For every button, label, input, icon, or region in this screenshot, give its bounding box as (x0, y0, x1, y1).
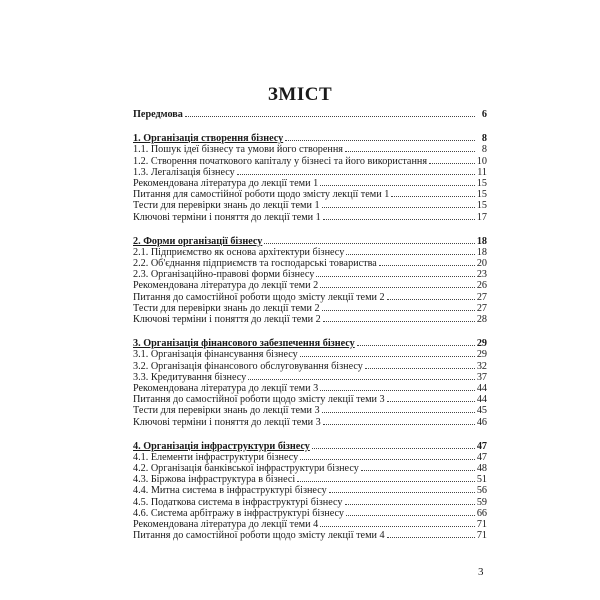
toc-entry-row (133, 484, 487, 495)
dot-leader (357, 337, 475, 346)
dot-leader (346, 246, 475, 255)
dot-leader (346, 507, 475, 516)
section-gap (133, 119, 487, 132)
dot-leader (300, 451, 475, 460)
toc-entry-label: 4. Організація інфраструктури бізнесу (133, 440, 310, 452)
toc-entry-label: Питання до самостійної роботи щодо змісту лекції теми 3 (133, 394, 385, 406)
toc-entry-row (133, 382, 487, 393)
toc-entry-label: 3. Організація фінансового забезпечення бізнесу (133, 338, 355, 350)
dot-leader (312, 440, 475, 449)
toc-entry-page: 23 (476, 269, 487, 281)
toc-entry-page: 66 (476, 507, 487, 519)
dot-leader (322, 404, 475, 413)
dot-leader (320, 518, 475, 527)
toc-entry-page: 17 (476, 211, 487, 223)
toc-heading-row (133, 337, 487, 348)
toc-entry-label: Тести для перевірки знань до лекції теми 1 (133, 200, 320, 212)
toc-entry-row (133, 143, 487, 154)
toc-entry-row (133, 268, 487, 279)
toc-entry-label: 1.2. Створення початкового капіталу у бізнесі та його використання (133, 155, 428, 167)
toc-entry-row (133, 462, 487, 473)
toc-entry-row (133, 291, 487, 302)
toc-entry-row (133, 302, 487, 313)
toc-entry-label: Рекомендована література до лекції теми 4 (133, 519, 319, 530)
toc-entry-label: 4.3. Біржова інфраструктура в бізнесі (133, 474, 296, 486)
dot-leader (322, 199, 475, 208)
toc-entry-label: Ключові терміни і поняття до лекції теми 3 (133, 416, 321, 428)
dot-leader (323, 211, 475, 220)
toc-entry-label: 3.3. Кредитування бізнесу (133, 371, 247, 383)
dot-leader (300, 348, 475, 357)
toc-entry-row (133, 416, 487, 427)
dot-leader (285, 132, 475, 141)
toc-entry-label: Питання до самостійної роботи щодо змісту лекції теми 4 (133, 530, 385, 542)
toc-entry-label: 4.2. Організація банківської інфраструктури бізнесу (133, 463, 359, 475)
toc-heading-row (133, 108, 487, 119)
toc-entry-row (133, 155, 487, 166)
toc-entry-row (133, 529, 487, 540)
toc-entry-page: 28 (476, 314, 487, 325)
toc-entry-page: 56 (476, 485, 487, 497)
toc-entry-label: Тести для перевірки знань до лекції теми 2 (133, 302, 320, 314)
dot-leader (323, 313, 475, 322)
toc-entry-row (133, 371, 487, 382)
section-gap (133, 427, 487, 440)
toc-entry-label: Питання для самостійної роботи щодо змісту лекції теми 1 (133, 189, 390, 201)
page-title: ЗМІСТ (267, 84, 333, 105)
toc-entry-row (133, 246, 487, 257)
toc-heading-row (133, 235, 487, 246)
toc-entry-row (133, 279, 487, 290)
toc-entry-label: 1.3. Легалізація бізнесу (133, 166, 235, 178)
dot-leader (387, 291, 475, 300)
dot-leader (391, 188, 475, 197)
toc-entry-label: Питання до самостійної роботи щодо змісту лекції теми 2 (133, 291, 385, 303)
dot-leader (297, 473, 475, 482)
toc-entry-label: 4.6. Система арбітражу в інфраструктурі бізнесу (133, 507, 344, 519)
toc-entry-page: 51 (476, 474, 487, 486)
toc-entry-row (133, 360, 487, 371)
toc-entry-page: 6 (481, 109, 487, 120)
dot-leader (329, 484, 475, 493)
dot-leader (379, 257, 475, 266)
toc-entry-page: 47 (476, 440, 487, 452)
dot-leader (345, 496, 475, 505)
toc-entry-label: Ключові терміни і поняття до лекції теми 1 (133, 211, 321, 223)
toc-entry-page: 11 (477, 166, 487, 178)
toc-entry-row (133, 188, 487, 199)
toc-entry-row (133, 177, 487, 188)
toc-entry-page: 8 (481, 144, 487, 156)
toc-entry-page: 59 (476, 496, 487, 508)
toc-entry-label: Рекомендована література до лекції теми 3 (133, 382, 319, 394)
toc-entry-label: 2.2. Об'єднання підприємств та господарські товариства (133, 258, 377, 270)
toc-entry-label: 1. Організація створення бізнесу (133, 133, 284, 145)
toc-entry-row (133, 211, 487, 222)
toc-entry-row (133, 199, 487, 210)
page-number: 3 (478, 566, 484, 578)
dot-leader (320, 279, 475, 288)
toc-entry-label: 2.3. Організаційно-правові форми бізнесу (133, 269, 315, 281)
toc-entry-label: Тести для перевірки знань до лекції теми 3 (133, 405, 320, 417)
toc-entry-page: 27 (476, 302, 487, 314)
toc-entry-page: 18 (476, 246, 487, 258)
dot-leader (248, 371, 475, 380)
dot-leader (322, 302, 475, 311)
toc-entry-label: 4.1. Елементи інфраструктури бізнесу (133, 451, 299, 463)
toc-entry-row (133, 393, 487, 404)
dot-leader (316, 268, 474, 277)
toc-entry-page: 37 (476, 371, 487, 383)
toc-entry-row (133, 496, 487, 507)
toc-entry-page: 10 (476, 155, 487, 167)
toc-entry-page: 48 (476, 463, 487, 475)
toc-entry-page: 44 (476, 382, 487, 394)
toc-entry-row (133, 348, 487, 359)
dot-leader (429, 155, 475, 164)
toc-entry-page: 27 (476, 291, 487, 303)
toc-entry-label: 4.5. Податкова система в інфраструктурі бізнесу (133, 496, 343, 508)
toc-entry-label: Ключові терміни і поняття до лекції теми 2 (133, 314, 321, 325)
toc-entry-page: 44 (476, 394, 487, 406)
toc-entry-page: 32 (476, 360, 487, 372)
toc-entry-page: 8 (481, 133, 487, 145)
toc-entry-label: 2. Форми організації бізнесу (133, 235, 263, 247)
toc-entry-row (133, 451, 487, 462)
toc-entry-row (133, 313, 487, 324)
dot-leader (365, 360, 475, 369)
toc-entry-page: 71 (476, 530, 487, 542)
section-gap (133, 324, 487, 337)
section-gap (133, 222, 487, 235)
toc-entry-page: 29 (476, 338, 487, 350)
toc-entry-row (133, 518, 487, 529)
dot-leader (345, 143, 475, 152)
toc-entry-page: 26 (476, 280, 487, 292)
toc-entry-page: 20 (476, 258, 487, 270)
toc-entry-page: 15 (476, 200, 487, 212)
dot-leader (264, 235, 474, 244)
toc-entry-label: 2.1. Підприємство як основа архітектури бізнесу (133, 246, 345, 258)
toc-entry-row (133, 473, 487, 484)
dot-leader (387, 393, 475, 402)
toc-entry-label: Передмова (133, 109, 183, 120)
toc-entry-row (133, 507, 487, 518)
toc-heading-row (133, 132, 487, 143)
toc-entry-page: 15 (476, 189, 487, 201)
toc-entry-page: 18 (476, 235, 487, 247)
toc-entry-row (133, 166, 487, 177)
toc-entry-row (133, 257, 487, 268)
table-of-contents (133, 108, 487, 540)
toc-entry-page: 46 (476, 416, 487, 428)
toc-entry-label: 3.1. Організація фінансування бізнесу (133, 349, 298, 361)
toc-entry-row (133, 404, 487, 415)
dot-leader (323, 416, 475, 425)
toc-entry-page: 29 (476, 349, 487, 361)
toc-entry-label: 1.1. Пошук ідеї бізнесу та умови його створення (133, 144, 343, 156)
dot-leader (361, 462, 475, 471)
dot-leader (237, 166, 475, 175)
toc-entry-label: Рекомендована література до лекції теми 2 (133, 280, 319, 292)
dot-leader (320, 382, 475, 391)
dot-leader (387, 529, 475, 538)
dot-leader (320, 177, 475, 186)
toc-entry-label: Рекомендована література до лекції теми 1 (133, 177, 319, 189)
toc-entry-page: 47 (476, 451, 487, 463)
dot-leader (185, 108, 475, 117)
toc-entry-page: 15 (476, 177, 487, 189)
toc-entry-page: 45 (476, 405, 487, 417)
toc-entry-page: 71 (476, 519, 487, 530)
toc-heading-row (133, 440, 487, 451)
toc-entry-label: 3.2. Організація фінансового обслуговування бізнесу (133, 360, 363, 372)
toc-entry-label: 4.4. Митна система в інфраструктурі бізнесу (133, 485, 327, 497)
